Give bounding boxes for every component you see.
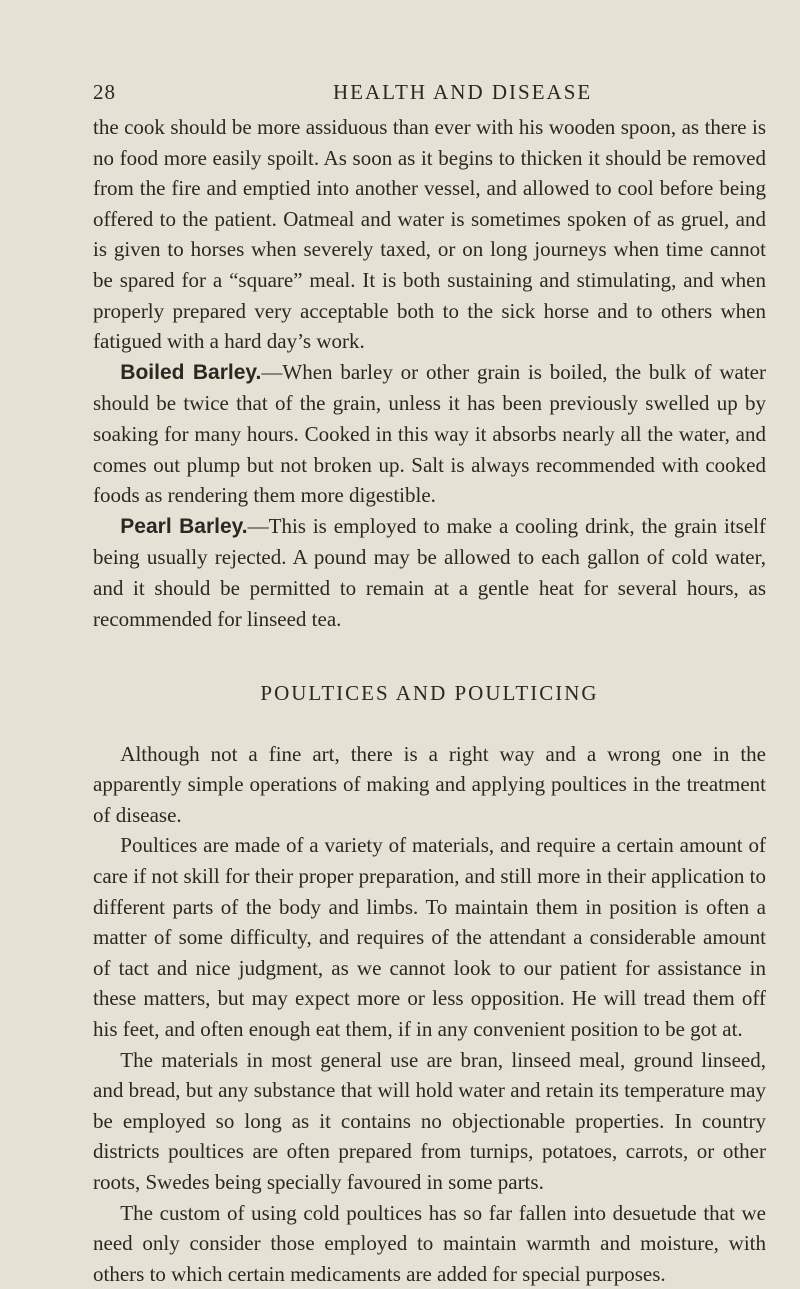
paragraph: the cook should be more assiduous than ever with his wooden spoon, as there is no food more easily spoilt. As soon as it begins to thicken it should be removed from the fire and emptied into another vessel, and allowed to cool before being offered to the patient. Oatmeal and water is sometimes spoken of as gruel, and is given to horses when severely taxed, or on long journeys when time cannot be spared for a “square” meal. It is both sustaining and stimulating, and when properly prepared very acceptable both to the sick horse and to others when fatigued with a hard day’s work. [93,115,766,354]
paragraph: The materials in most general use are bran, linseed meal, ground linseed, and bread, but any substance that will hold water and retain its temperature may be employed so long as it contains no objectionable properties. In country districts poultices are often prepared from turnips, potatoes, carrots, or other roots, Swedes being specially favoured in some parts. [93,1047,766,1194]
paragraph-text: —When barley or other grain is boiled, the bulk of water should be twice that of the grain, unless it has been previously swelled up by soaking for many hours. Cooked in this way it absorbs nearly all the water, and comes out plump but not broken up. Salt is always recommended with cooked foods as rendering them more digestible. [93,359,766,508]
running-head [93,80,766,110]
running-title: HEALTH AND DISEASE [333,80,593,104]
paragraph: Poultices are made of a variety of materials, and require a certain amount of care if not skill for their proper preparation, and still more in their application to different parts of the body and limbs. To maintain them in position is often a matter of some difficulty, and requires of the attendant a considerable amount of tact and nice judgment, as we cannot look to our patient for assistance in these matters, but may expect more or less opposition. He will tread them off his feet, and often enough eat them, if in any convenient position to be got at. [93,833,766,1042]
run-in-heading: Boiled Barley. [120,360,262,384]
paragraph: The custom of using cold poultices has so far fallen into desuetude that we need only consider those employed to maintain warmth and moisture, with others to which certain medicaments are added for special purposes. [93,1200,766,1286]
paragraph-text: —This is employed to make a cooling drink, the grain itself being usually rejected. A pound may be allowed to each gallon of cold water, and it should be permitted to remain at a gentle heat for several hours, as recommended for linseed tea. [93,513,766,631]
paragraph-pearl-barley [93,511,766,634]
run-in-heading: Pearl Barley. [120,514,248,538]
paragraph: Although not a fine art, there is a right way and a wrong one in the apparently simple operations of making and applying poultices in the treatment of disease. [93,741,766,827]
body-text [93,112,766,1289]
page-number: 28 [93,80,116,104]
section-heading: POULTICES AND POULTICING [260,681,599,706]
paragraph-boiled-barley [93,357,766,511]
